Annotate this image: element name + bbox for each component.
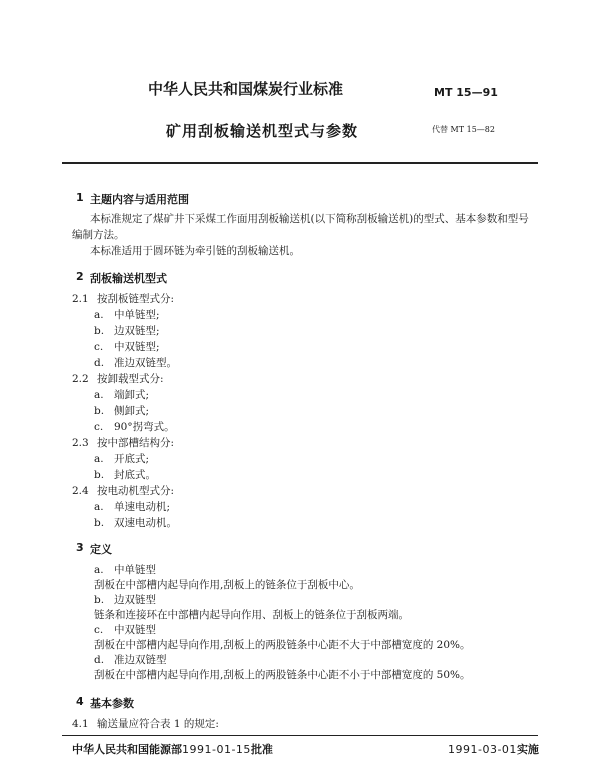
list-item: 双速电动机。 (114, 517, 177, 529)
list-item: 90°拐弯式。 (114, 421, 175, 433)
implementation-label: 实施 (516, 743, 539, 756)
section-1-title: 主题内容与适用范围 (90, 193, 189, 206)
list-item: 中双链型; (114, 341, 160, 353)
clause-4-1-number: 4.1 (72, 718, 89, 730)
section-4-title: 基本参数 (90, 697, 134, 710)
section-1-number: 1 (76, 191, 84, 204)
definition-term: 准边双链型 (114, 654, 167, 666)
definition-term: 中单链型 (114, 564, 156, 576)
header-rule (62, 162, 538, 164)
list-item: 单速电动机; (114, 501, 171, 513)
approve-date: 1991-01-15 (182, 743, 251, 756)
list-marker: b. (94, 405, 105, 417)
footer-rule (62, 735, 538, 736)
definition-text: 链条和连接环在中部槽内起导向作用、刮板上的链条位于刮板两端。 (94, 609, 409, 621)
definition-marker: b. (94, 594, 105, 606)
list-marker: b. (94, 325, 105, 337)
definition-marker: c. (94, 624, 104, 636)
list-item: 封底式。 (114, 469, 156, 481)
standard-number: MT 15—91 (434, 86, 498, 99)
list-item: 侧卸式; (114, 405, 150, 417)
definition-marker: a. (94, 564, 104, 576)
list-item: 边双链型; (114, 325, 160, 337)
list-marker: d. (94, 357, 105, 369)
section-1-paragraph-2: 本标准适用于圆环链为牵引链的刮板输送机。 (90, 245, 300, 257)
list-item: 中单链型; (114, 309, 160, 321)
document-title: 矿用刮板输送机型式与参数 (166, 122, 359, 140)
list-marker: a. (94, 501, 104, 513)
footer-implementation (448, 741, 539, 757)
list-item: 端卸式; (114, 389, 150, 401)
list-marker: b. (94, 469, 105, 481)
footer-issuer (72, 741, 273, 757)
replaces-standard: 代替 MT 15—82 (432, 125, 495, 134)
list-marker: c. (94, 421, 104, 433)
clause-2-2-number: 2.2 (72, 373, 89, 385)
definition-text: 刮板在中部槽内起导向作用,刮板上的链条位于刮板中心。 (94, 579, 360, 591)
section-1-paragraph-1b: 编制方法。 (72, 229, 125, 241)
clause-2-1-number: 2.1 (72, 293, 89, 305)
approve-label: 批准 (250, 743, 273, 756)
list-marker: a. (94, 453, 104, 465)
clause-4-1-text: 输送量应符合表 1 的规定: (97, 718, 219, 730)
clause-2-2-text: 按卸载型式分: (97, 373, 164, 385)
implementation-date: 1991-03-01 (448, 743, 517, 756)
list-marker: a. (94, 389, 104, 401)
list-item: 开底式; (114, 453, 150, 465)
clause-2-4-number: 2.4 (72, 485, 89, 497)
definition-term: 中双链型 (114, 624, 156, 636)
list-marker: a. (94, 309, 104, 321)
definition-text: 刮板在中部槽内起导向作用,刮板上的两股链条中心距不大于中部槽宽度的 20%。 (94, 639, 471, 651)
list-marker: c. (94, 341, 104, 353)
section-2-number: 2 (76, 270, 84, 283)
section-3-title: 定义 (90, 543, 112, 556)
clause-2-3-number: 2.3 (72, 437, 89, 449)
clause-2-1-text: 按刮板链型式分: (97, 293, 175, 305)
clause-2-4-text: 按电动机型式分: (97, 485, 175, 497)
clause-2-3-text: 按中部槽结构分: (97, 437, 175, 449)
section-1-paragraph-1a: 本标准规定了煤矿井下采煤工作面用刮板输送机(以下简称刮板输送机)的型式、基本参数和型号 (90, 213, 529, 225)
list-item: 准边双链型。 (114, 357, 177, 369)
section-4-number: 4 (76, 695, 84, 708)
definition-marker: d. (94, 654, 105, 666)
issuer-name: 中华人民共和国能源部 (72, 743, 182, 756)
org-title: 中华人民共和国煤炭行业标准 (148, 80, 344, 98)
definition-text: 刮板在中部槽内起导向作用,刮板上的两股链条中心距不小于中部槽宽度的 50%。 (94, 669, 471, 681)
list-marker: b. (94, 517, 105, 529)
section-3-number: 3 (76, 541, 84, 554)
definition-term: 边双链型 (114, 594, 156, 606)
section-2-title: 刮板输送机型式 (90, 272, 167, 285)
